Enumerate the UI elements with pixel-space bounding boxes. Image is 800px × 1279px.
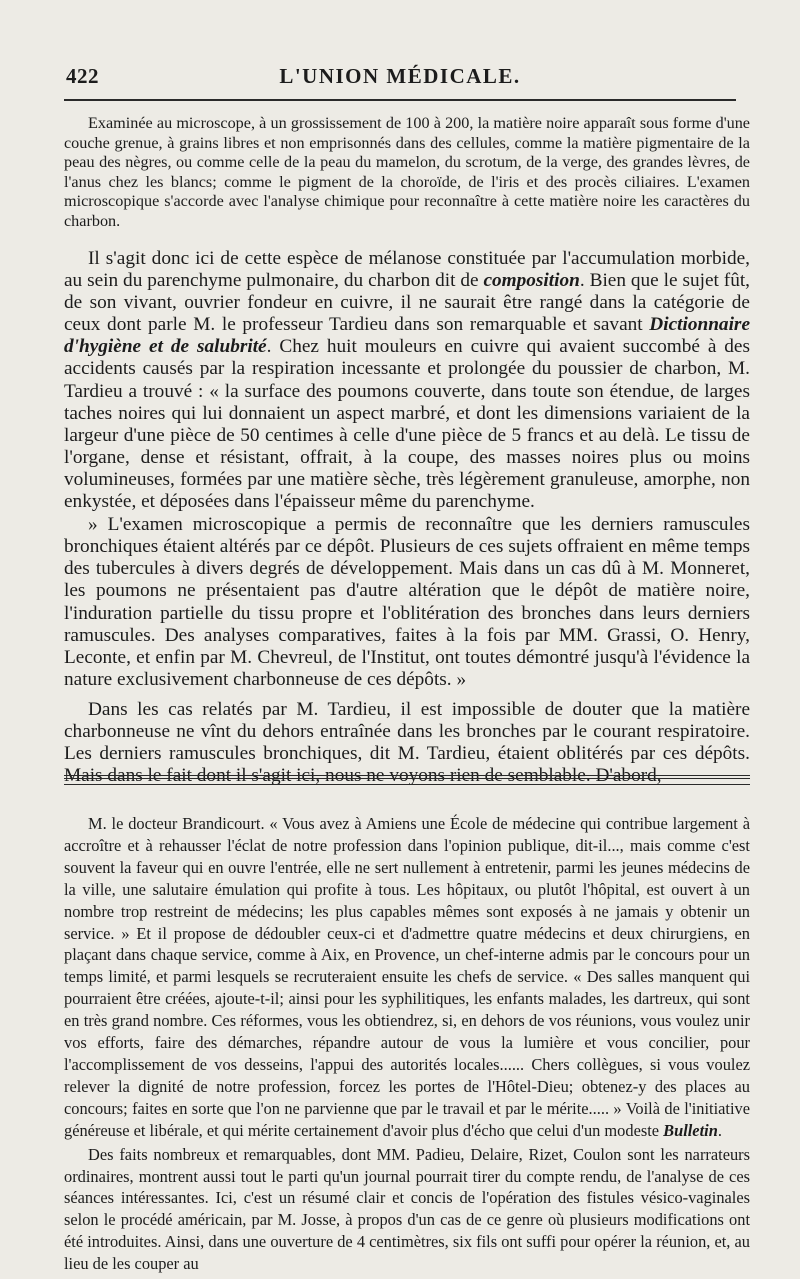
main-text [64,248,750,787]
body-text: Il s'agit donc ici de cette espèce de mélanose constituée par l'accumulation morbide, au sein du parenchyme pulmonaire, du charbon dit de [64,248,750,292]
header-rule [64,99,736,101]
italic-term: composition [483,270,580,292]
footnote-paragraph-1 [64,813,750,1142]
footnote-feuilleton [64,813,750,1275]
body-text: . Bien que le sujet fût, de son vivant, ouvrier fondeur en cuivre, il ne saurait être rangé dans la catégorie de ceux dont parle M. le professeur Tardieu dans son remarquable et savant [64,270,751,336]
footnote-text: . [717,1120,722,1140]
running-title: L'UNION MÉDICALE. [279,64,521,88]
page-number: 422 [66,64,99,88]
intro-paragraph: Examinée au microscope, à un grossissement de 100 à 200, la matière noire apparaît sous forme d'une couche grenue, à grains libres et non emprisonnés dans des cellules, comme la matière pigmentaire de la peau des nègres, ou comme celle de la peau du mamelon, du scrotum, de la verge, des grandes lèvres, de l'anus chez les blancs; comme le pigment de la choroïde, de l'iris et des procès ciliaires. L'examen microscopique s'accorde avec l'analyse chimique pour reconnaître à cette matière noire les caractères du charbon. [64,114,750,230]
book-title: Dictionnaire d'hygiène et de salubrité [64,314,750,358]
footnote-separator [64,775,750,779]
footnote-separator-thin [64,784,750,785]
body-paragraph-2: » L'examen microscopique a permis de reconnaître que les derniers ramuscules bronchiques étaient altérés par ce dépôt. Plusieurs de ces sujets offraient en même temps des tubercules à divers degrés de développement. Mais dans un cas dû à M. Monneret, les poumons ne présentaient pas d'autre altération que le dépôt de matière noire, l'induration partielle du tissu propre et l'oblitération des bronches dans leurs derniers ramuscules. Des analyses comparatives, faites à la fois par MM. Grassi, O. Henry, Leconte, et enfin par M. Chevreul, de l'Institut, ont toutes démontré jusqu'à l'évidence la nature exclusivement charbonneuse de ces dépôts. » [64,514,750,690]
body-paragraph-3: Dans les cas relatés par M. Tardieu, il est impossible de douter que la matière charbonneuse ne vînt du dehors entraînée dans les bronches par le courant respiratoire. Les derniers ramuscules bronchiques, dit M. Tardieu, étaient oblitérés par ces dépôts. Mais dans le fait dont il s'agit ici, nous ne voyons rien de semblable. D'abord, [64,698,750,787]
footnote-text: M. le docteur Brandicourt. « Vous avez à Amiens une École de médecine qui contribue largement à accroître et à rehausser l'éclat de notre profession dans l'opinion publique, dit-il..., mais comme c'est souvent la faveur qui en ouvre l'entrée, elle ne sert nullement à entretenir, parmi les jeunes médecins de la ville, une salutaire émulation qui profite à tous. Les hôpitaux, ou plutôt l'hôpital, est ouvert à un nombre trop restreint de médecins; les plus capables mêmes sont exposés à ne jamais y obtenir un service. » Et il propose de dédoubler ceux-ci et d'admettre quatre médecins et deux chirurgiens, en plaçant dans chaque service, comme à Aix, en Provence, un chef-interne admis par le concours pour un temps limité, et parmi lesquels se recruteraient ensuite les chefs de service. « Des salles manquent qui pourraient être créées, ajoute-t-il; ainsi pour les syphilitiques, les enfants malades, les dartreux, qui sont en très grand nombre. Ces réformes, vous les obtiendrez, si, en dehors de vos réunions, vous voulez unir vos efforts, faire des démarches, répandre autour de vous la lumière et vous concilier, pour l'accomplissement de vos desseins, l'appui des autorités locales...... Chers collègues, si vous voulez relever la dignité de notre profession, forcez les portes de l'Hôtel-Dieu; obtenez-y des places au concours; faites en sorte que l'on ne parvienne que par le travail et par le mérite..... » Voilà de l'initiative généreuse et libérale, et qui mérite certainement d'avoir plus d'écho que celui d'un modeste [64,814,750,1140]
intro-paragraph-block [64,114,750,231]
footnote-paragraph-2: Des faits nombreux et remarquables, dont MM. Padieu, Delaire, Rizet, Coulon sont les narrateurs ordinaires, montrent aussi tout le parti qu'un journal pourrait tirer du compte rendu, de l'analyse de ces séances intéressantes. Ici, c'est un résumé clair et concis de l'opération des fistules vésico-vaginales selon le procédé américain, par M. Josse, à propos d'un cas de ce genre où plusieurs modifications ont été introduites. Ainsi, dans une ouverture de 4 centimètres, six fils ont suffi pour opérer la réunion, et, au lieu de les couper au [64,1144,750,1274]
body-paragraph-1 [64,248,750,513]
body-text: . Chez huit mouleurs en cuivre qui avaient succombé à des accidents causés par la respiration incessante et prolongée du poussier de charbon, M. Tardieu a trouvé : « la surface des poumons couverte, dans toute son étendue, de larges taches noires qui lui donnaient un aspect marbré, et dont les dimensions variaient de la largeur d'une pièce de 50 centimes à celle d'une pièce de 5 francs et au delà. Le tissu de l'organe, dense et résistant, offrait, à la coupe, des masses noires plus ou moins volumineuses, formées par une matière sèche, très légèrement granuleuse, amorphe, non enkystée, et déposées dans l'épaisseur même du parenchyme. [64,336,750,513]
italic-bulletin: Bulletin [663,1120,718,1140]
page-header [66,62,734,92]
